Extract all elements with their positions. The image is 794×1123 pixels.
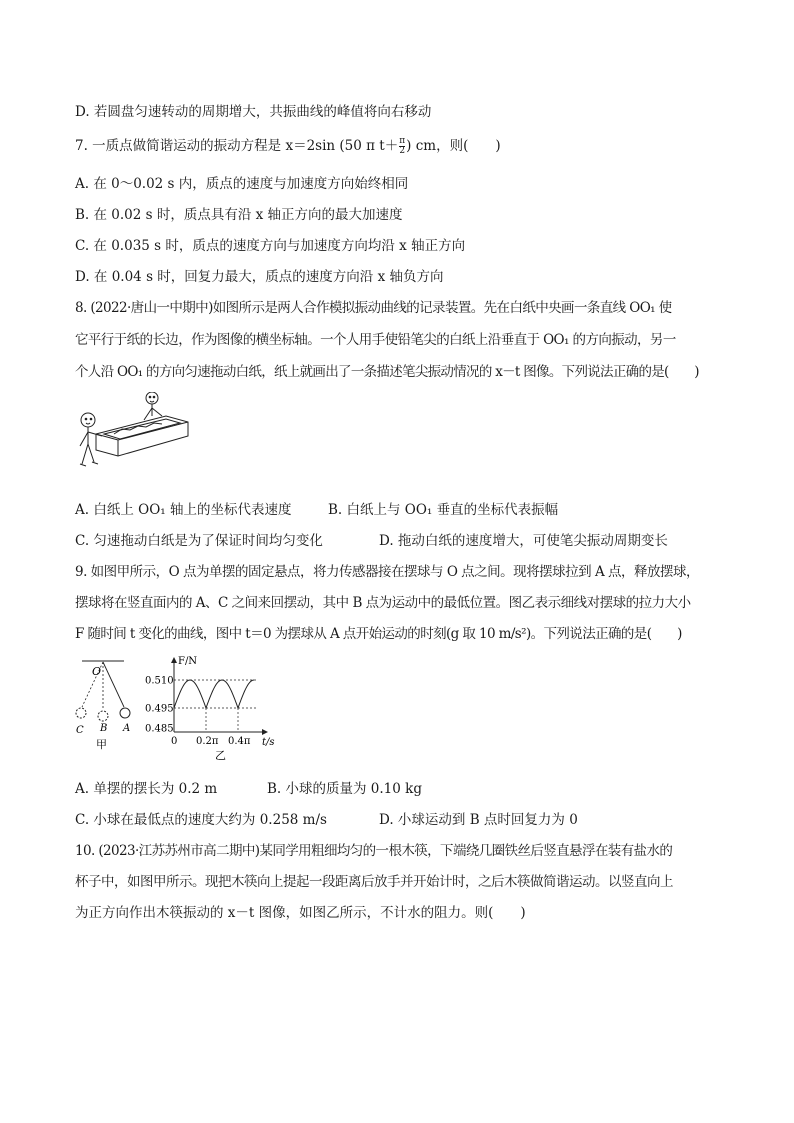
q7-stem	[75, 136, 725, 156]
q8-option-b: B. 白纸上与 OO₁ 垂直的坐标代表振幅	[328, 502, 559, 518]
label-b: B	[100, 723, 108, 734]
label-o: O	[92, 665, 102, 678]
q9-option-b: B. 小球的质量为 0.10 kg	[267, 781, 422, 797]
caption-yi: 乙	[215, 749, 226, 762]
q8-option-d: D. 拖动白纸的速度增大，可使笔尖振动周期变长	[379, 533, 668, 549]
q7-frac-num: π	[399, 136, 406, 146]
q8-option-a: A. 白纸上 OO₁ 轴上的坐标代表速度	[75, 502, 292, 518]
ball-c	[76, 708, 86, 718]
q10-line-1: 10. (2023·江苏苏州市高二期中)某同学用粗细均匀的一根木筷，下端绕几圈铁丝后竖直悬浮在装有盐水的	[75, 843, 673, 859]
q9-line-2: 摆球将在竖直面内的 A、C 之间来回摆动，其中 B 点为运动中的最低位置。图乙表示细线对摆球的拉力大小	[75, 595, 691, 611]
q9-options-row-2	[75, 810, 725, 830]
y-tick-label: 0.495	[145, 703, 174, 715]
force-curve	[174, 680, 254, 708]
q9-options-row-1	[75, 779, 725, 799]
x-tick-label: 0.2π	[196, 736, 219, 747]
ball-b	[98, 711, 108, 721]
q7-stem-post: ) cm，则( )	[406, 138, 501, 154]
label-a: A	[123, 723, 131, 734]
q9-option-a: A. 单摆的摆长为 0.2 m	[75, 781, 218, 797]
q9-line-3: F 随时间 t 变化的曲线，图中 t＝0 为摆球从 A 点开始运动的时刻(g 取 10 m/s²)。下列说法正确的是( )	[75, 626, 682, 642]
q8-options-row-1	[75, 500, 725, 520]
y-tick-label: 0.485	[145, 723, 174, 735]
q9-option-c: C. 小球在最低点的速度大约为 0.258 m/s	[75, 812, 327, 828]
q8-line-1: 8. (2022·唐山一中期中)如图所示是两人合作模拟振动曲线的记录装置。先在白纸中央画一条直线 OO₁ 使	[75, 300, 672, 316]
q7-stem-pre: 7. 一质点做简谐运动的振动方程是 x＝2sin (50 π t＋	[75, 138, 399, 154]
x-axis-label: t/s	[262, 737, 275, 748]
q8-options-row-2	[75, 531, 725, 551]
label-c: C	[76, 725, 84, 736]
q7-frac-den: 2	[399, 146, 406, 156]
q7-option-a: A. 在 0～0.02 s 内，质点的速度与加速度方向始终相同	[75, 176, 409, 192]
x-tick-label: 0.4π	[228, 736, 251, 747]
q8-line-2: 它平行于纸的长边，作为图像的横坐标轴。一个人用手使铅笔尖的白纸上沿垂直于 OO₁ 的方向振动，另一	[75, 332, 676, 348]
q10-line-2: 杯子中，如图甲所示。现把木筷向上提起一段距离后放手并开始计时，之后木筷做简谐运动。以竖直向上	[75, 874, 673, 890]
q9-line-1: 9. 如图甲所示，O 点为单摆的固定悬点，将力传感器接在摆球与 O 点之间。现将摆球拉到 A 点，释放摆球，	[75, 564, 700, 580]
q9-force-time-chart	[145, 650, 285, 762]
q8-recording-device-figure	[74, 392, 194, 480]
string-a	[103, 662, 124, 707]
q8-line-3: 个人沿 OO₁ 的方向匀速拖动白纸，纸上就画出了一条描述笔尖振动情况的 x－t 图像。下列说法正确的是( )	[75, 364, 699, 380]
q7-fraction	[399, 137, 405, 156]
q6-option-d: D. 若圆盘匀速转动的周期增大，共振曲线的峰值将向右移动	[75, 104, 432, 120]
q8-option-c: C. 匀速拖动白纸是为了保证时间均匀变化	[75, 533, 323, 549]
ball-a	[120, 708, 130, 718]
y-tick-label: 0.510	[145, 675, 174, 687]
q7-option-c: C. 在 0.035 s 时，质点的速度方向与加速度方向均沿 x 轴正方向	[75, 238, 466, 254]
q9-option-d: D. 小球运动到 B 点时回复力为 0	[379, 812, 578, 828]
y-axis-label: F/N	[178, 656, 198, 667]
q7-option-b: B. 在 0.02 s 时，质点具有沿 x 轴正方向的最大加速度	[75, 207, 403, 223]
x-tick-label: 0	[171, 736, 178, 747]
q7-option-d: D. 在 0.04 s 时，回复力最大，质点的速度方向沿 x 轴负方向	[75, 269, 444, 285]
q9-pendulum-figure	[72, 655, 142, 755]
caption-jia: 甲	[96, 738, 107, 751]
q10-line-3: 为正方向作出木筷振动的 x－t 图像，如图乙所示，不计水的阻力。则( )	[75, 905, 526, 921]
